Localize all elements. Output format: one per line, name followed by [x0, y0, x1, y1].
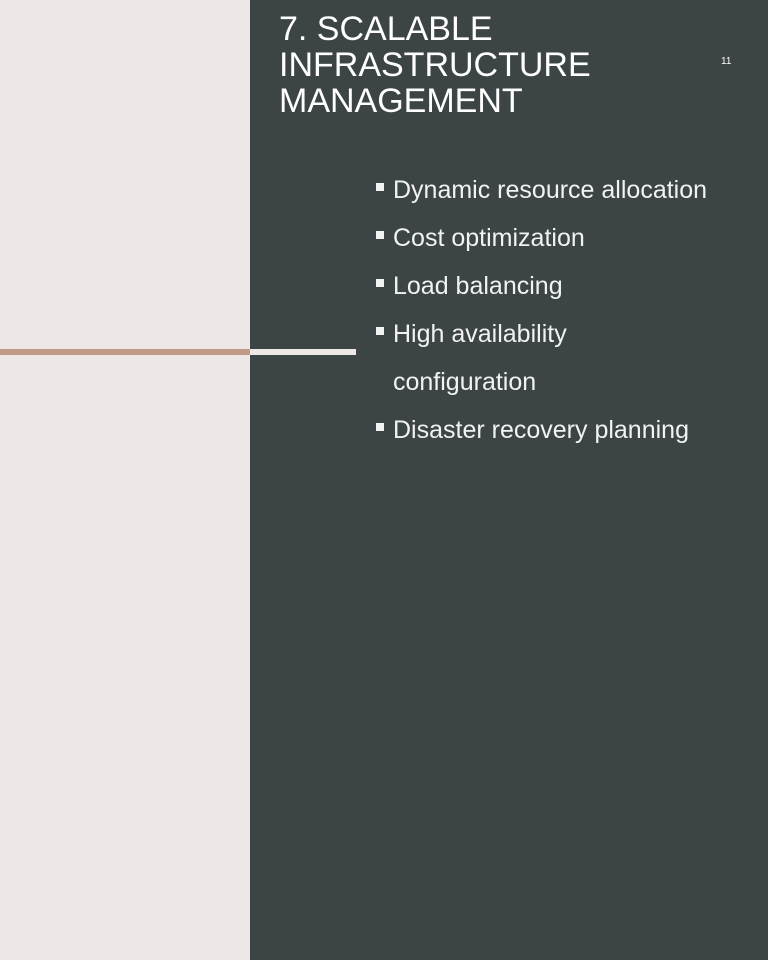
slide-title-line-2: INFRASTRUCTURE — [279, 46, 591, 84]
right-panel — [250, 0, 768, 960]
square-bullet-icon — [376, 231, 384, 239]
bullet-item — [376, 310, 633, 406]
light-divider-line — [250, 349, 356, 355]
bullet-text: High availability configuration — [393, 320, 567, 396]
slide-title — [279, 11, 679, 119]
slide-title-line-1: 7. SCALABLE — [279, 10, 493, 48]
bullet-text: Disaster recovery planning — [393, 416, 689, 444]
square-bullet-icon — [376, 279, 384, 287]
accent-divider-line — [0, 349, 250, 355]
slide-title-line-3: MANAGEMENT — [279, 82, 523, 120]
left-panel — [0, 0, 250, 960]
square-bullet-icon — [376, 183, 384, 191]
bullet-item — [376, 262, 756, 310]
bullet-text: Cost optimization — [393, 224, 585, 252]
bullet-list — [376, 166, 756, 454]
page-number: 11 — [721, 56, 732, 67]
bullet-item — [376, 214, 756, 262]
bullet-item — [376, 166, 756, 214]
square-bullet-icon — [376, 327, 384, 335]
square-bullet-icon — [376, 423, 384, 431]
bullet-text: Load balancing — [393, 272, 563, 300]
bullet-item — [376, 406, 756, 454]
bullet-text: Dynamic resource allocation — [393, 176, 708, 204]
